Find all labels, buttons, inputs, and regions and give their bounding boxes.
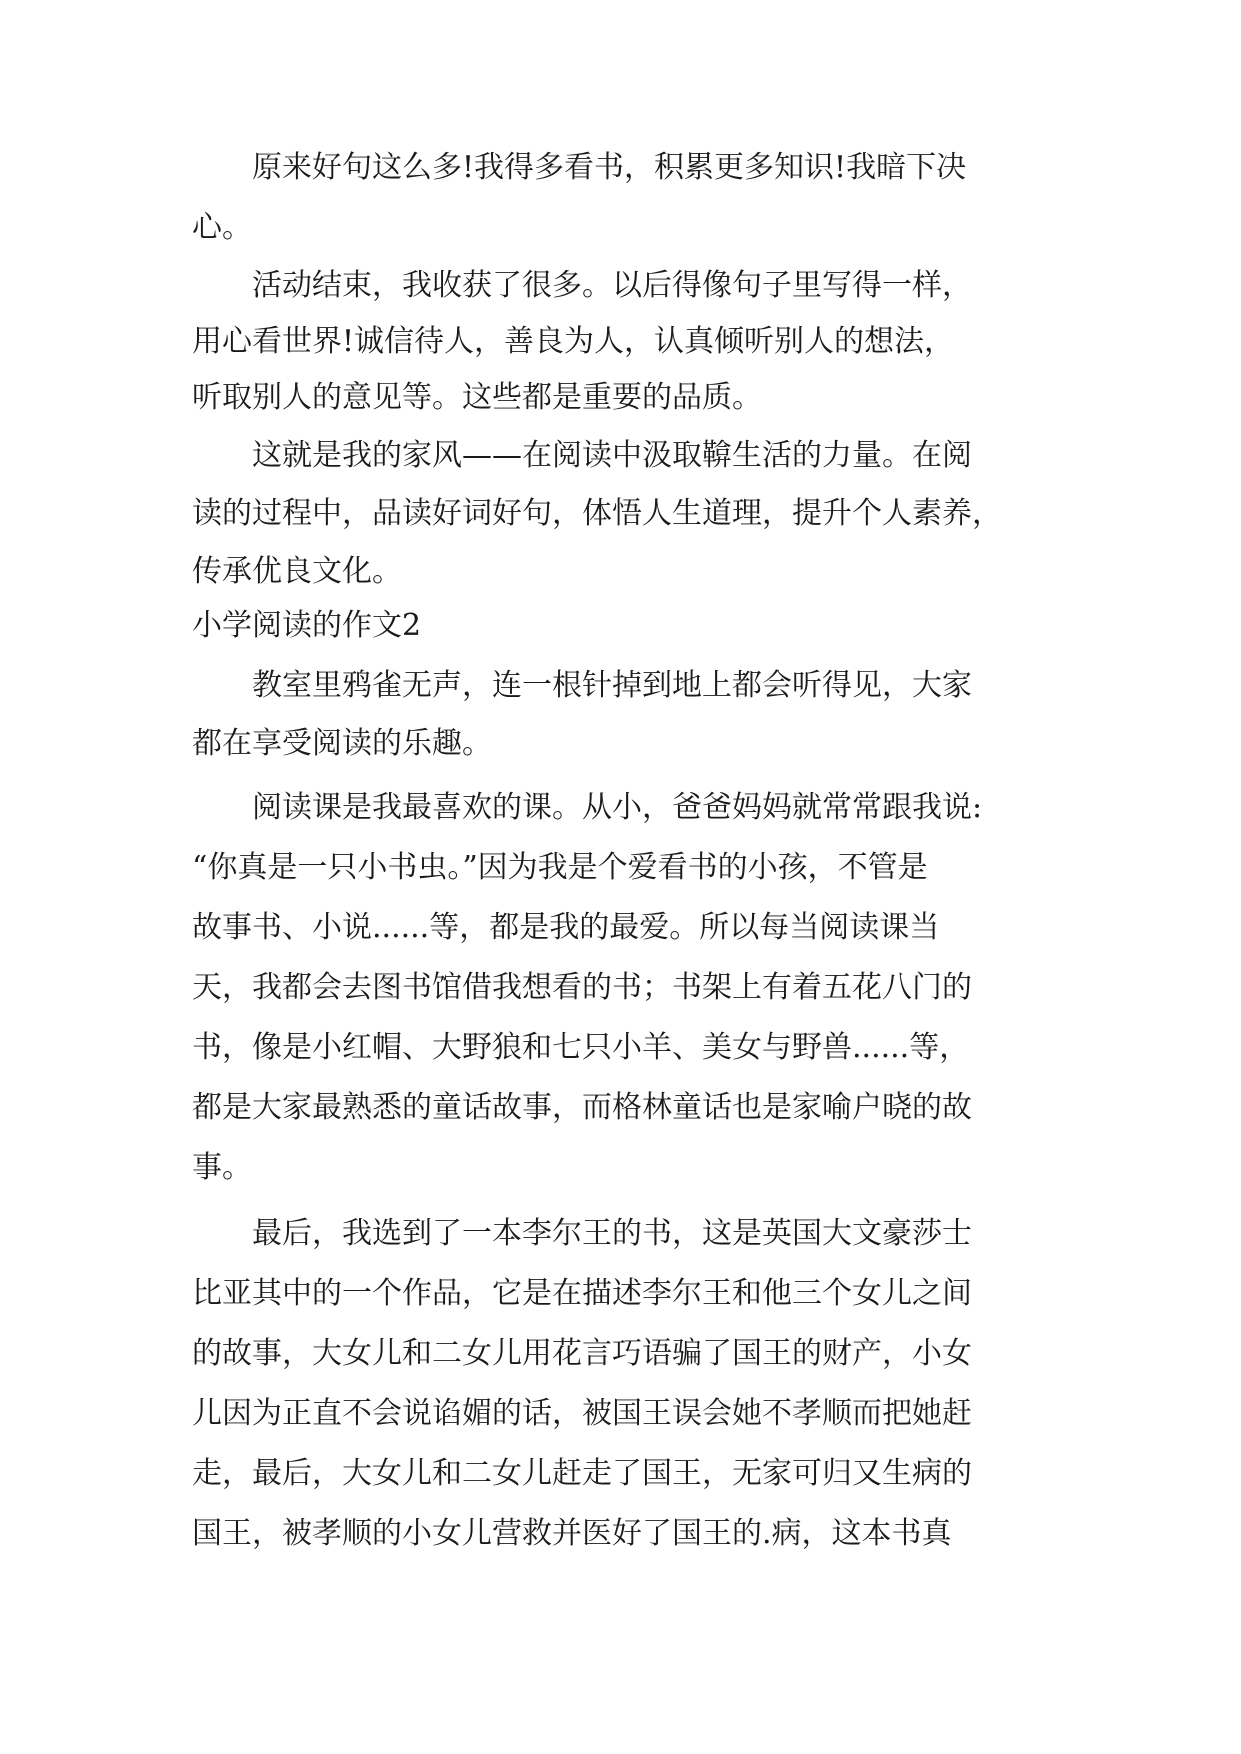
text-line: 用心看世界!诚信待人，善良为人，认真倾听别人的想法， — [192, 324, 955, 359]
text-line: 活动结束，我收获了很多。以后得像句子里写得一样， — [252, 268, 972, 303]
text-line: 的故事，大女儿和二女儿用花言巧语骗了国王的财产，小女 — [192, 1336, 972, 1371]
text-line: 都在享受阅读的乐趣。 — [192, 726, 492, 761]
text-line: 走，最后，大女儿和二女儿赶走了国王，无家可归又生病的 — [192, 1456, 972, 1491]
text-line: 听取别人的意见等。这些都是重要的品质。 — [192, 380, 762, 415]
text-line: 原来好句这么多!我得多看书，积累更多知识!我暗下决 — [252, 150, 967, 185]
text-line: 书，像是小红帽、大野狼和七只小羊、美女与野兽......等， — [192, 1030, 970, 1065]
text-line: 心。 — [192, 210, 252, 245]
text-line: 最后，我选到了一本李尔王的书，这是英国大文豪莎士 — [252, 1216, 972, 1251]
text-line: 故事书、小说......等，都是我的最爱。所以每当阅读课当 — [192, 910, 940, 945]
text-line: 读的过程中，品读好词好句，体悟人生道理，提升个人素养， — [192, 496, 1002, 531]
text-line: 比亚其中的一个作品，它是在描述李尔王和他三个女儿之间 — [192, 1276, 972, 1311]
text-line: 阅读课是我最喜欢的课。从小，爸爸妈妈就常常跟我说: — [252, 790, 983, 825]
text-line: “你真是一只小书虫。”因为我是个爱看书的小孩，不管是 — [192, 850, 928, 885]
text-line: 传承优良文化。 — [192, 554, 402, 589]
section-heading: 小学阅读的作文2 — [192, 608, 422, 643]
text-line: 事。 — [192, 1150, 252, 1185]
text-line: 国王，被孝顺的小女儿营救并医好了国王的.病，这本书真 — [192, 1516, 952, 1551]
text-line: 天，我都会去图书馆借我想看的书；书架上有着五花八门的 — [192, 970, 972, 1005]
text-line: 儿因为正直不会说谄媚的话，被国王误会她不孝顺而把她赶 — [192, 1396, 972, 1431]
text-line: 这就是我的家风——在阅读中汲取鞥生活的力量。在阅 — [252, 438, 972, 473]
text-line: 都是大家最熟悉的童话故事，而格林童话也是家喻户晓的故 — [192, 1090, 972, 1125]
text-line: 教室里鸦雀无声，连一根针掉到地上都会听得见，大家 — [252, 668, 972, 703]
